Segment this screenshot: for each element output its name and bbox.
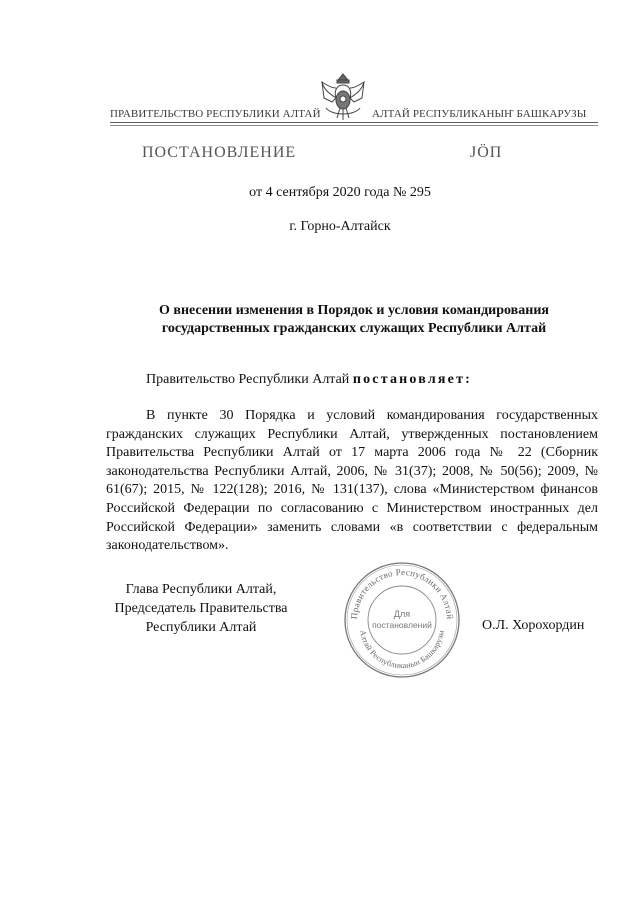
stamp-center-line-1: Для: [393, 609, 411, 619]
signatory-line-1: Глава Республики Алтай,: [125, 582, 277, 597]
subject-line-1: О внесении изменения в Порядок и условия командирования: [159, 303, 549, 318]
stamp-ring-bottom-text: Алтай Республиканын Башкарузы: [358, 629, 446, 671]
signatory-line-3: Республики Алтай: [145, 620, 257, 635]
document-subject: [110, 302, 598, 338]
decree-word: постановляет:: [352, 372, 473, 387]
document-type-russian: ПОСТАНОВЛЕНИЕ: [142, 144, 297, 161]
coat-of-arms-icon: [318, 68, 368, 126]
document-city: г. Горно-Алтайск: [289, 219, 391, 234]
header-divider: [110, 122, 598, 123]
document-date-number: от 4 сентября 2020 года № 295: [249, 185, 431, 200]
signatory-title: [106, 580, 296, 637]
stamp-ring-top-text: Правительство Республики Алтай: [348, 566, 456, 620]
stamp-center-line-2: постановлений: [372, 620, 432, 630]
subject-line-2: государственных гражданских служащих Республики Алтай: [161, 321, 547, 336]
signatory-line-2: Председатель Правительства: [114, 601, 288, 616]
decree-body-paragraph: В пункте 30 Порядка и условий командирования государственных гражданских служащих Республики Алтай, утвержденных постановлением Правительства Республики Алтай от 17 марта 2006 года № 22 (Сборник законодательства Республики Алтай, 2006, № 31(37); 2008, № 50(56); 2009, № 61(67); 2015, № 122(128); 2016, № 131(137), слова «Министерством финансов Российской Федерации по согласованию с Министерством иностранных дел Российской Федерации» заменить словами «в соответствии с федеральным законодательством».: [106, 408, 598, 554]
decree-preamble: [146, 372, 472, 388]
document-type-altai: JӦП: [470, 144, 503, 161]
header-divider-secondary: [110, 125, 598, 126]
preamble-prefix: Правительство Республики Алтай: [146, 372, 353, 387]
government-name-altai: АЛТАЙ РЕСПУБЛИКАНЫҤ БАШКАРУЗЫ: [372, 108, 587, 120]
government-name-russian: ПРАВИТЕЛЬСТВО РЕСПУБЛИКИ АЛТАЙ: [110, 108, 321, 120]
signatory-name: О.Л. Хорохордин: [482, 618, 585, 633]
official-stamp-icon: [342, 560, 462, 680]
